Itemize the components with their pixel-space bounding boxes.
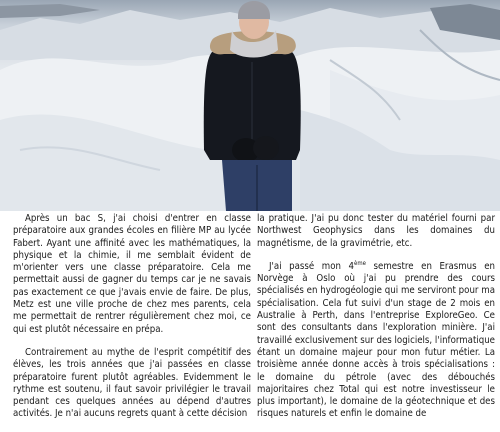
ordinal-suffix: ème [354, 259, 366, 267]
paragraph-prepa-choice: Après un bac S, j'ai choisi d'entrer en classe préparatoire aux grandes écoles en filière MP au lycée Fabert. Ayant une affinité avec les mathématiques, la physique et la chimie, il me semblait évident de m'orienter vers une classe préparatoire. Cela me permettait aussi de gagner du temps car je ne savais pas exactement ce que j'avais envie de faire. De plus, Metz est une ville proche de chez mes parents, cela me permettait de rentrer régulièrement chez moi, ce qui est plutôt nécessaire en prépa. [13, 213, 251, 335]
snow-landscape-image [0, 0, 500, 211]
paragraph-erasmus [257, 261, 495, 421]
paragraph-equipment: la pratique. J'ai pu donc tester du matériel fourni par Northwest Geophysics dans les domaines du magnétisme, de la gravimétrie, etc. [257, 213, 495, 249]
paragraph-erasmus-start: J'ai passé mon 4 [269, 260, 355, 272]
paragraph-erasmus-rest: semestre en Erasmus en Norvège à Oslo où j'ai pu prendre des cours spécialisés en hydrogéologie qui me serviront pour ma spécialisation. Cela fut suivi d'un stage de 2 mois en Australie à Perth, dans l'entreprise ExploreGeo. Ce sont des consultants dans l'exploration minière. J'ai travaillé exclusivement sur des logiciels, l'informatique étant un domaine majeur pour mon futur métier. La troisième année donne accès à trois spécialisations : le domaine du pétrole (avec des débouchés majoritaires chez Total qui est notre investisseur le plus important), le domaine de la géotechnique et des risques naturels et enfin le domaine de [257, 260, 495, 420]
article-left-column [13, 213, 251, 432]
article-right-column [257, 213, 495, 432]
paragraph-prepa-experience: Contrairement au mythe de l'esprit compétitif des élèves, les trois années que j'ai passées en classe préparatoire furent plutôt agréables. Evidemment le rythme est soutenu, il faut savoir privilégier le travail pendant ces quelques années au dépend d'autres activités. Je n'ai aucuns regrets quant à cette décision [13, 346, 251, 420]
article-photo [0, 0, 500, 211]
